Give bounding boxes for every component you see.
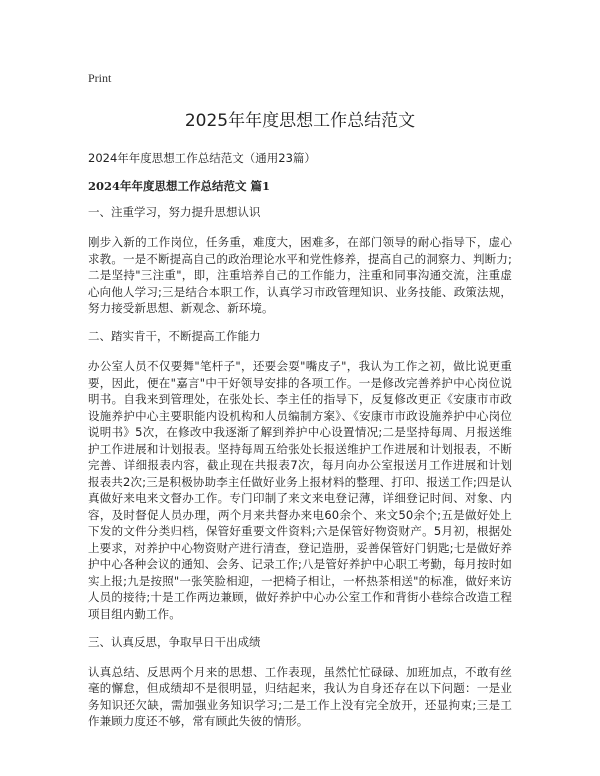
- section-heading-2: 二、踏实肯干，不断提高工作能力: [88, 329, 261, 343]
- section-paragraph-1: 刚步入新的工作岗位，任务重，难度大，困难多，在部门领导的耐心指导下，虚心求教。一是不断提高自己的政治理论水平和党性修养，提高自己的洞察力、判断力;二是坚持"三注重"，即，注重培养自己的工作能力，注重和同事沟通交流，注重虚心向他人学习;三是结合本职工作，认真学习市政管理知识、业务技能、政策法规，努力接受新思想、新观念、新环境。: [88, 235, 512, 315]
- document-subtitle: 2024年年度思想工作总结范文（通用23篇）: [88, 151, 316, 165]
- section-heading-3: 三、认真反思，争取早日干出成绩: [88, 634, 261, 649]
- section-paragraph-2: 办公室人员不仅要舞"笔杆子"，还要会耍"嘴皮子"，我认为工作之初，做比说更重要，因此，便在"嘉言"中干好领导安排的各项工作。一是修改完善养护中心岗位说明书。自我来到管理处，在张处长、李主任的指导下，反复修改更正《安康市市政设施养护中心主要职能内设机构和人员编制方案》、《安康市市政设施养护中心岗位说明书》5次，在修改中我逐渐了解到养护中心设置情况;二是坚持每周、月报送维护工作进展和计划报表。坚持每周五给张处长报送维护工作进展和计划报表，不断完善、详细报表内容，截止现在共报表7次，每月向办公室报送月工作进展和计划报表共2次;三是积极协助李主任做好业务上报材料的整理、打印、报送工作;四是认真做好来电来文督办工作。专门印制了来文来电登记薄，详细登记时间、对象、内容，及时督促人员办理，两个月来共督办来电60余个、来文50余个;五是做好处上下发的文件分类归档，保管好重要文件资料;六是保管好物资财产。5月初，根据处上要求，对养护中心物资财产进行清查，登记造册，妥善保管好门钥匙;七是做好养护中心各种会议的通知、会务、记录工作;八是管好养护中心职工考勤，每月按时如实上报;九是按照"一张笑脸相迎，一把椅子相让，一杯热茶相送"的标准，做好来访人员的接待;十是工作两边兼顾，做好养护中心办公室工作和背街小巷综合改造工程项目组内勤工作。: [88, 359, 512, 621]
- section-paragraph-3: 认真总结、反思两个月来的思想、工作表现，虽然忙忙碌碌、加班加点，不敢有丝毫的懈怠，但成绩却不是很明显，归结起来，我认为自身还存在以下问题：一是业务知识还欠缺，需加强业务知识学习;二是工作上没有完全放开，还显拘束;三是工作兼顾力度还不够，常有顾此失彼的情形。: [88, 664, 512, 728]
- article-heading: 2024年年度思想工作总结范文 篇1: [88, 179, 271, 193]
- print-link[interactable]: Print: [88, 71, 112, 85]
- section-heading-1: 一、注重学习，努力提升思想认识: [88, 205, 261, 219]
- document-title: 2025年年度思想工作总结范文: [184, 111, 416, 131]
